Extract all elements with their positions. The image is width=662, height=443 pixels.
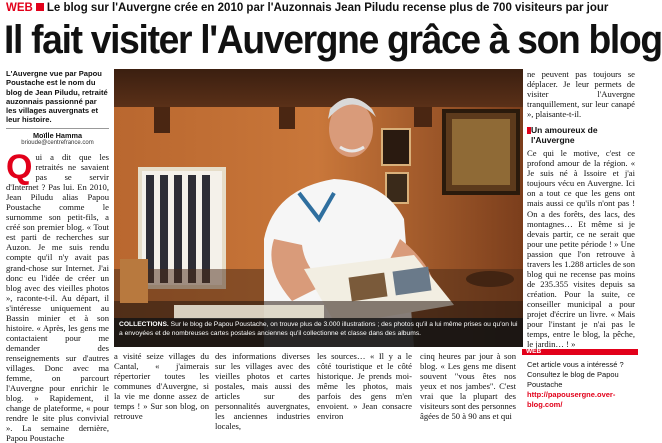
subheading: Un amoureux de l'Auvergne [531, 125, 635, 145]
article-photo [114, 69, 523, 347]
photo-illustration [114, 69, 523, 347]
lead-text: ui a dit que les retraités ne savaient pas se servir d'Internet ? Pas lui. En 2010, Jean Piludu alias Papou Poustache comme le surnomme son petit-fils, a créé son premier blog. « Tout est parti de recherches sur Auzon. Je me suis rendu compte qu'il n'y avait pas grand-chose sur Internet. J'ai donc eu l'idée de créer un blog avec des vieilles photos », raconte-t-il. Au départ, il s'intéresse uniquement au Bassin minier et à son histoire. « Après, les gens me contactaient pour me demander des renseignements sur d'autres villages. Donc avec ma femme, on parcourt l'Auvergne pour enrichir le blog. » Rapidement, il change de plateforme, « pour rendre le site plus convivial ». La semaine dernière, Papou Poustache [6, 152, 109, 443]
byline-author: Moïlle Hamma [32, 131, 83, 140]
right-paragraph-1: ne peuvent pas toujours se déplacer. Je leur permets de visiter l'Auvergne tranquillement, sur leur canapé », plaisante-t-il. [527, 69, 635, 120]
right-paragraph-2: Ce qui le motive, c'est ce profond amour de la région. « Je suis né à Issoire et j'ai toujours vécu en Auvergne. Ici on a tout ce que les gens ont mais aussi ce qu'ils n'ont pas ! On a des forêts, des lacs, des montagnes… Et même si je devais partir, ce ne serait que pour une petite période ! » Une passion que l'on retrouve à travers les 1.288 articles de son blog qui ne recense pas moins de 235.355 visites depuis sa création. Pour la suite, ce conseiller municipal a pour projet d'écrire un livre. « Mais pour l'instant je n'ai pas le temps, entre le blog, la pêche, le jardin… ! » [527, 148, 635, 350]
web-box-tag: WEB [522, 349, 545, 355]
body-column-3: des informations diverses sur les villages avec des vieilles photos et cartes postales, mais aussi des articles sur des personnalités auvergnates, les anciennes industries locales, [215, 351, 310, 432]
drop-cap: Q [6, 148, 33, 186]
kicker-text: Le blog sur l'Auvergne crée en 2010 par l'Auzonnais Jean Piludu recense plus de 700 visiteurs par jour [46, 2, 609, 14]
headline: Il fait visiter l'Auvergne grâce à son blog [4, 18, 662, 62]
body-column-5: cinq heures par jour à son blog. « Les gens me disent souvent "vous êtes nos yeux et nos jambes". C'est vrai que la plupart des visiteurs sont des personnes âgées de 50 à 90 ans et qui [420, 351, 516, 422]
chapo: L'Auvergne vue par Papou Poustache est le nom du blog de Jean Piludu, retraité auzonnais passionné par les villages auvergnats et leur histoire. [6, 69, 108, 125]
photo-caption [114, 318, 523, 347]
lead-column [6, 148, 109, 443]
body-column-2: a visité seize villages du Cantal, « j'aimerais répertorier toutes les communes d'Auvergne, si la vie me donne assez de temps ! » Sur son blog, on retrouve [114, 351, 209, 422]
body-column-4: les sources… « Il y a le côté touristique et le côté historique. Je prends moi-même les photos, mais parfois des gens m'en envoient. » Jean consacre environ [317, 351, 412, 422]
web-box-intro: Cet article vous a intéressé ? Consultez le blog de Papou Poustache [527, 360, 624, 389]
kicker-tag: WEB [6, 2, 33, 14]
blog-link[interactable]: http://papousergne.over-blog.com/ [527, 390, 616, 409]
caption-text: Sur le blog de Papou Poustache, on trouve plus de 3.000 illustrations ; des photos qu'il a lui même prises ou qu'on lui a envoyées et de nombreuses cartes postales anciennes qu'il collectionne et classe dans des albums. [119, 321, 518, 337]
right-column [527, 69, 635, 350]
byline-contact: brioude@centrefrance.com [21, 140, 94, 146]
chapo-divider [6, 128, 109, 129]
web-box [522, 349, 638, 431]
web-box-body [527, 360, 635, 410]
caption-label: COLLECTIONS. [119, 321, 169, 328]
kicker-square-icon [36, 3, 44, 11]
